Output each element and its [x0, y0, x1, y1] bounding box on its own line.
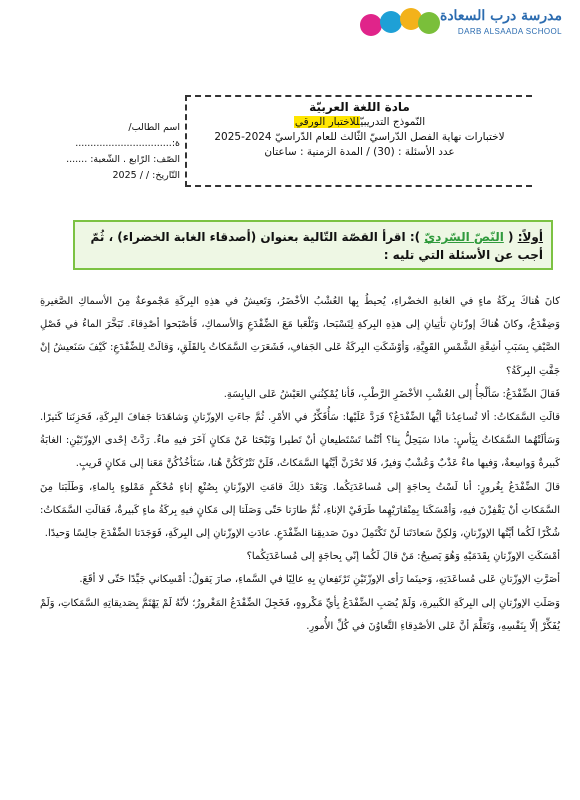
student-name-field[interactable]: اسم الطالب/ة:................................ — [75, 122, 180, 149]
school-name-en: DARB ALSAADA SCHOOL — [457, 26, 562, 36]
story-paragraph: قالَتِ السَّمَكاتُ: ألا تُساعِدُنا أيُّها الضِّفْدَعُ؟ فَرَدَّ عَلَيْها: سَأُفَكِّرُ في الأمْرِ. ثُمَّ جاءَتِ الإوزّتانِ وَشاهَدَتا جَفافَ البِركَةِ، فَحَزِنَتا كَثيرًا. وَسَألَتْهُما السَّمَكاتُ بِيَأسٍ: ماذا سَيَحِلُّ بِنا؟ أنْتُما تَسْتَطيعانِ أنْ تَطيرا وَتَبْحَثا عَنْ مَكانٍ آخَرَ فيهِ ماءٌ. رَدَّتْ إحْدى الإوزّتَيْنِ: الغابَةُ كَبيرةٌ وَواسِعةٌ، وَفيها ماءٌ عَذْبٌ وَعُشْبٌ وَفيرٌ، فَلا تَحْزَنَّ أيَّتُها السَّمَكاتُ، فَلَنْ نَتْرُكَكُنَّ هُنا، سَنَأخُذُكُنَّ مَعَنا إلى مَكانٍ قَريبٍ. — [40, 412, 560, 470]
meta-line: عدد الأسئلة : (30) / المدة الزمنية : ساعتان — [264, 146, 455, 158]
student-info — [30, 120, 180, 184]
school-name-ar: مدرسة درب السعادة — [439, 8, 562, 25]
instructions-box: أولاً: ( النّصّ السّرديّ ): اقرأ القصّة التّالية بعنوان (أصدقاء الغابة الخضراء) ، ثُمّ أجب عن الأسئلة التي تليه : — [73, 220, 553, 270]
story-paragraph: أصَرَّتِ الإوزّتانِ عَلى مُساعَدَتِهِ، وَحينَما رَأى الإوزّتَيْنِ تَرْتَفِعانِ بِهِ عالِيًا في السَّماءِ، صارَ يَقولُ: أمْسِكاني جَيِّدًا حَتّى لا أقَعَ. — [79, 574, 560, 586]
exam-line: لاختبارات نهاية الفصل الدّراسيّ الثّالث للعام الدّراسيّ 2024-2025 — [214, 131, 505, 143]
story-paragraph: قالَ الضِّفْدَعُ بِغُرورٍ: أنا لَسْتُ بِحاجَةٍ إلى مُساعَدَتِكُما. وَبَعْدَ ذلِكَ قامَتِ الإوزّتانِ بِصُنْعِ إناءٍ مُحْكَمٍ مَمْلوءٍ بِالماءِ، وَطَلَبَتا مِنَ السَّمَكاتِ أنْ يَقْفِزْنَ فيهِ، وَأمْسَكَتا بِمِنْقارَيْهِما طَرَفَيْ الإناءِ، ثُمَّ طارَتا حَتّى وَصَلَتا إلى مَكانٍ فيهِ بِركَةُ ماءٍ كَبيرةٌ، فَقالَتِ السَّمَكاتُ: شُكْرًا لَكُما أيَّتُها الإوزّتانِ، وَلكِنَّ سَعادَتَنا لَنْ تَكْتَمِلَ دونَ صَديقِنا الضِّفْدَعِ. عادَتِ الإوزّتانِ إلى البِركَةِ، فَوَجَدَتا الضِّفْدَعَ جالِسًا وَحيدًا. — [40, 481, 560, 540]
subject-title: مادة اللغة العربيّة — [309, 100, 410, 114]
grade-field[interactable]: الصّف: الرّابع . الشّعبة: ....... — [66, 154, 180, 165]
story-paragraph: كانَ هُناكَ بِركَةُ ماءٍ في الغابةِ الخضْراءِ، يُحيطُ بِها العُشْبُ الأخْضَرُ، وَتَعيشُ في هذِهِ البِركَةِ مَجْموعةٌ مِنَ الأسماكِ الصَّغيرةِ وَضِفْدَعٌ، وكانَ هُناكَ إوزّتانِ تأتِيانِ إلى هذِهِ البِركةِ لِتَسْبَحا، وَتَلْعَبا مَعَ الضِّفْدَعِ وَالأسماكِ، فَأصْبَحوا أصْدِقاءَ. تَبَخَّرَ الماءُ في فَصْلِ الصَّيْفِ بِسَبَبِ أشِعَّةِ الشَّمْسِ القَوِيَّةِ، وَأوْشَكَتِ البِركَةُ عَلى الجَفافِ، فَشَعَرَتِ السَّمَكاتُ بِالقَلَقِ، وَقالَتْ لِلضِّفْدَعِ: كَيْفَ سَنَعيشُ إنْ جَفَّتِ البِركَةُ؟ — [40, 296, 560, 377]
story-paragraph: فَقالَ الضِّفْدَعُ: سَألْجأُ إلى العُشْبِ الأخْضَرِ الرَّطْبِ، فَأنا يُمْكِنُني العَيْشُ عَلى اليابِسَةِ. — [223, 388, 560, 400]
exam-info-box — [185, 95, 532, 187]
logo-icon — [360, 8, 440, 38]
story-text — [40, 290, 560, 638]
story-paragraph: وَصَلَتِ الإوزّتانِ إلى البِركَةِ الكَبيرةِ، وَلَمْ يُصَبِ الضِّفْدَعُ بِأيِّ مَكْروهٍ، فَخَجِلَ الضِّفْدَعُ المَغْرورُ؛ لأنّهُ لَمْ يَهْتَمَّ بِصَديقاتِهِ السَّمَكاتِ، وَلَمْ يُفَكِّرْ إلّا بِنَفْسِهِ، وَتَعَلَّمَ أنَّ عَلى الأصْدِقاءِ التَّعاوُنَ في كُلِّ الأُمورِ. — [40, 597, 560, 632]
section-tag: النّصّ السّرديّ — [424, 230, 504, 244]
model-highlight: للاختبار الورقي — [294, 116, 360, 128]
model-line: النّموذج التدريبيّللاختبار الورقي — [294, 116, 426, 128]
school-logo — [354, 8, 562, 38]
section-number: أولاً: — [517, 230, 543, 244]
story-paragraph: أمْسَكَتِ الإوزّتانِ بِقَدَمَيْهِ وَهُوَ يَصيحُ: مَنْ قالَ لَكُما إنّي بِحاجَةٍ إلى مُساعَدَتِكُما؟ — [246, 551, 560, 563]
instruction-text: اقرأ القصّة التّالية بعنوان (أصدقاء الغابة الخضراء) ، ثُمّ أجب عن الأسئلة التي تليه : — [90, 230, 543, 262]
date-field[interactable]: التّاريخ: / / 2025 — [112, 170, 180, 181]
